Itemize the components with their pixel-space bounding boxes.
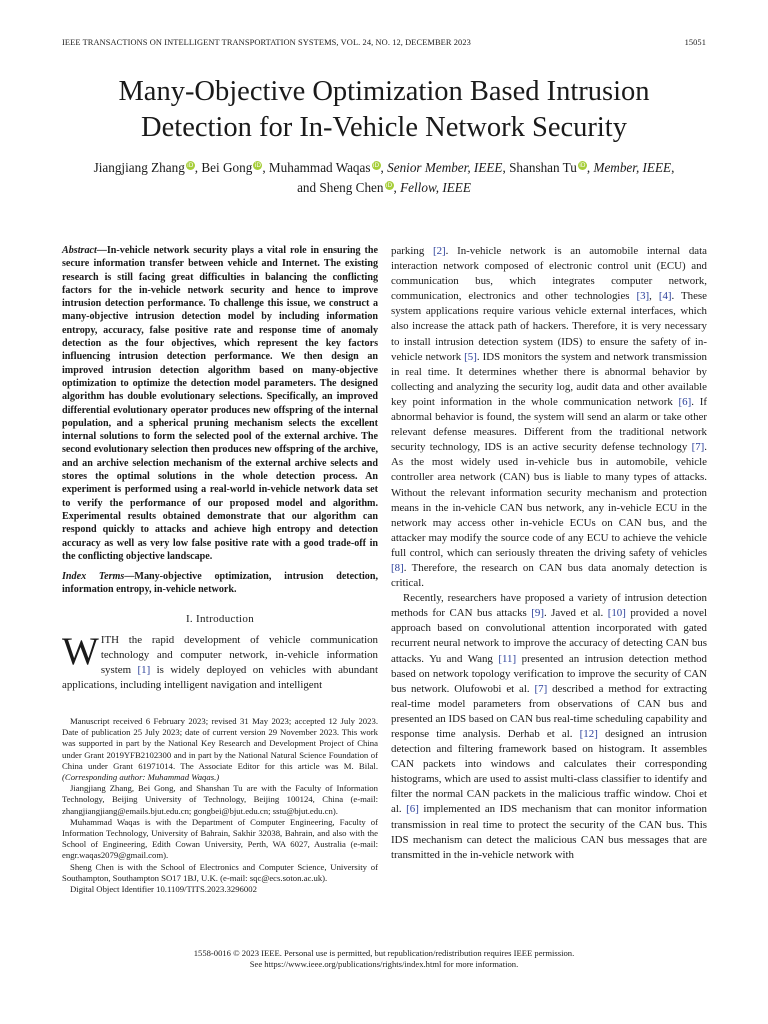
body-text: , (649, 290, 659, 303)
page-number: 15051 (684, 38, 706, 47)
abstract-text: —In-vehicle network security plays a vital role in ensuring the secure information transfer between vehicle and Internet. The existing research is still facing great difficulties in balancing the conflicting factors for the in-vehicle network security and hence to improve intrusion detection performance. To challenge this issue, we construct a many-objective intrusion detection model by including information entropy, accuracy, false positive rate and response time of anomaly detection as the four objectives, which represent the key factors influencing intrusion detection performance. We then design an improved intrusion detection algorithm based on many-objective optimization to optimize the detection model parameters. The designed algorithm has double evolutionary selections. Specifically, an improved differential evolutionary operator produces new offspring of the internal population, and a spherical pruning mechanism selects the excellent internal solutions to form the selected pool of the external archive. The second evolutionary selection then produces new offspring of the archive, and an archive selection mechanism of the external archive selects and stores the optimal solutions in the whole detection process. An experiment is performed using a real-world in-vehicle network data set to verify the performance of our proposed model and algorithm. Experimental results obtained demonstrate that our algorithm can respond quickly to attacks and achieve high entropy and detection accuracy as well as very low false positive rate with a good trade-off in the conflicting objective landscape. (62, 245, 378, 562)
rights-link-line: See https://www.ieee.org/publications/rights/index.html for more information. (249, 959, 519, 969)
body-text: parking (391, 245, 433, 257)
citation-link[interactable]: [6] (406, 803, 419, 816)
citation-link[interactable]: [12] (579, 728, 598, 740)
footnotes (62, 716, 378, 895)
author-list (40, 158, 728, 198)
body-text: . Therefore, the research on CAN bus data anomaly detection is critical. (391, 561, 707, 590)
journal-name: IEEE TRANSACTIONS ON INTELLIGENT TRANSPORTATION SYSTEMS, VOL. 24, NO. 12, DECEMBER 2023 (62, 38, 471, 47)
copyright-footer (40, 948, 728, 970)
copyright-line: 1558-0016 © 2023 IEEE. Personal use is permitted, but republication/redistribution requires IEEE permission. (193, 948, 575, 958)
orcid-icon[interactable]: iD (385, 182, 393, 189)
intro-text: is widely deployed on vehicles with abundant applications, including intelligent navigation and intelligent (62, 664, 378, 692)
author-line-1: Jiangjiang Zhang iD, Bei Gong iD, Muhammad Waqas iD, Senior Member, IEEE, Shanshan Tu iD, Member, IEEE, (93, 160, 675, 175)
index-terms-text: —Many-objective optimization, intrusion detection, information entropy, in-vehicle network. (62, 571, 378, 596)
drop-cap: W (62, 629, 99, 673)
orcid-icon[interactable]: iD (187, 162, 194, 169)
abstract (62, 244, 378, 563)
abstract-label: Abstract (62, 245, 97, 256)
body-text: Recently, researchers have proposed a variety of intrusion detection methods for CAN bus attacks (391, 592, 707, 620)
footnote-affiliation: Muhammad Waqas is with the Department of Computer Engineering, Faculty of Information Technology, University of Bahrain, Sakhir 32038, Bahrain, and also with the School of Engineering, Edith Cowan University, Perth, WA 6027, Australia (e-mail: engr.waqas2079@gmail.com). (62, 816, 378, 861)
body-text: presented an intrusion detection method based on network topology verification to improve the security of CAN bus network. Olufowobi et al. (391, 652, 707, 695)
author-name: Bei Gong (201, 160, 253, 175)
section-heading: I. Introduction (185, 612, 255, 625)
orcid-icon[interactable]: iD (254, 162, 261, 169)
author-name: Jiangjiang Zhang (93, 160, 185, 175)
footnote-manuscript: Manuscript received 6 February 2023; revised 31 May 2023; accepted 12 July 2023. Date of publication 25 July 2023; date of current version 29 November 2023. This work was supported in part by the National Key Research and Development Project of China under Grant 2019YFB2102300 and in part by the National Natural Science Foundation of China under Grant 61971014. The Associate Editor for this article was M. Bilal. (Corresponding author: Muhammad Waqas.) (62, 716, 378, 783)
right-column (391, 244, 707, 863)
body-text: . As the most widely used in-vehicle bus in automobile, vehicle controller area network (CAN) bus is liable to many types of attacks. Without the relevant information security mechanism and protection means in the in-vehicle CAN bus network, any in-vehicle ECU in the network may access other in-vehicle ECUs on CAN bus, and the attacker may modify the source code of any ECU to achieve the vehicle full control, which can seriously threaten the driving safety of vehicles (391, 441, 707, 559)
body-text: implemented an IDS mechanism that can monitor information transmission in real time to protect the security of the CAN bus. This IDS mechanism can detect the malicious CAN bus messages that are transmitted in the in-vehicle network with (391, 803, 707, 861)
title-line-1: Many-Objective Optimization Based Intrusion (118, 76, 650, 107)
title-line-2: Detection for In-Vehicle Network Security (141, 112, 627, 143)
body-paragraph (391, 244, 707, 591)
author-name: and Sheng Chen (297, 180, 384, 195)
citation-link[interactable]: [8] (391, 561, 404, 574)
author-role: Senior Member, IEEE (387, 160, 503, 175)
footnote-affiliation: Jiangjiang Zhang, Bei Gong, and Shanshan Tu are with the Faculty of Information Technology, Beijing University of Technology, Beijing 100124, China (e-mail: zhangjiangjiang@emails.bjut.edu.cn; gongbei@bjut.edu.cn; sstu@bjut.edu.cn). (62, 783, 378, 816)
orcid-icon[interactable]: iD (372, 162, 380, 169)
author-role: Fellow, IEEE (400, 180, 471, 195)
orcid-icon[interactable]: iD (579, 162, 586, 169)
left-column (62, 244, 378, 693)
running-header (62, 38, 706, 47)
citation-link[interactable]: [3] (636, 290, 650, 303)
footnote-affiliation: Sheng Chen is with the School of Electronics and Computer Science, University of Southampton, Southampton SO17 1BJ, U.K. (e-mail: sqc@ecs.soton.ac.uk). (62, 861, 378, 883)
body-text: . IDS monitors the system and network transmission in real time. It determines whether there is abnormal behavior by collecting and analyzing the security log, audit data and other available key point information in the whole communication network (391, 350, 707, 408)
citation-link[interactable]: [7] (534, 682, 548, 695)
body-text: described a method for extracting real-time model parameters from observations of CAN bus and presented an IDS based on CAN bus real-time scheduling capability and response time analysis. Derhab et al. (391, 682, 707, 740)
body-text: . In-vehicle network is an automobile internal data interaction network composed of electronic control unit (ECU) and communication bus, which integrates computer network, communication, electronics and other technologies (391, 245, 707, 303)
footnote-doi: Digital Object Identifier 10.1109/TITS.2023.3296002 (70, 884, 257, 895)
citation-link[interactable]: [2] (432, 245, 446, 257)
body-text: . Javed et al. (543, 607, 608, 620)
body-text: designed an intrusion detection and filtering framework based on histogram. It assembles CAN packets into windows and calculates their corresponding histograms, which are used to assist multi-class classifier to identify and filter the normal CAN packets in the malicious traffic window. Choi et al. (391, 728, 707, 816)
paper-title (40, 74, 728, 146)
author-role: Member, IEEE (593, 160, 672, 175)
citation-link[interactable]: [4] (658, 290, 672, 303)
body-text: . These system applications require various vehicle external interfaces, which also increase the attack path of hackers. Therefore, it is very necessary to install intrusion detection system (IDS) to ensure the safety of in-vehicle network (391, 290, 707, 363)
author-line-2: and Sheng Chen iD, Fellow, IEEE (297, 180, 471, 195)
citation-link[interactable]: [6] (678, 395, 692, 408)
citation-link[interactable]: [9] (531, 607, 544, 620)
citation-link[interactable]: [7] (691, 441, 705, 454)
intro-paragraph (62, 629, 378, 693)
citation-link[interactable]: [5] (464, 350, 477, 363)
citation-link[interactable]: [11] (498, 652, 517, 665)
citation-link[interactable]: [1] (137, 664, 151, 676)
author-name: Muhammad Waqas (268, 160, 371, 175)
intro-text: ITH the rapid development of vehicle communication technology and computer network, in-vehicle information system (100, 633, 378, 676)
body-paragraph (391, 591, 707, 863)
citation-link[interactable]: [10] (607, 607, 626, 620)
index-terms-label: Index Terms (62, 571, 125, 583)
body-text: provided a novel approach based on convolutional attention incorporated with gated recurrent neural network to improve the accuracy of detecting CAN bus attacks. Yu and Wang (391, 607, 707, 665)
index-terms (62, 570, 378, 597)
author-name: Shanshan Tu (509, 160, 577, 175)
body-text: . If abnormal behavior is found, the system will send an alarm or take other relevant defense measures. Different from the traditional network security technology, IDS is an active security defense technology (391, 395, 707, 454)
